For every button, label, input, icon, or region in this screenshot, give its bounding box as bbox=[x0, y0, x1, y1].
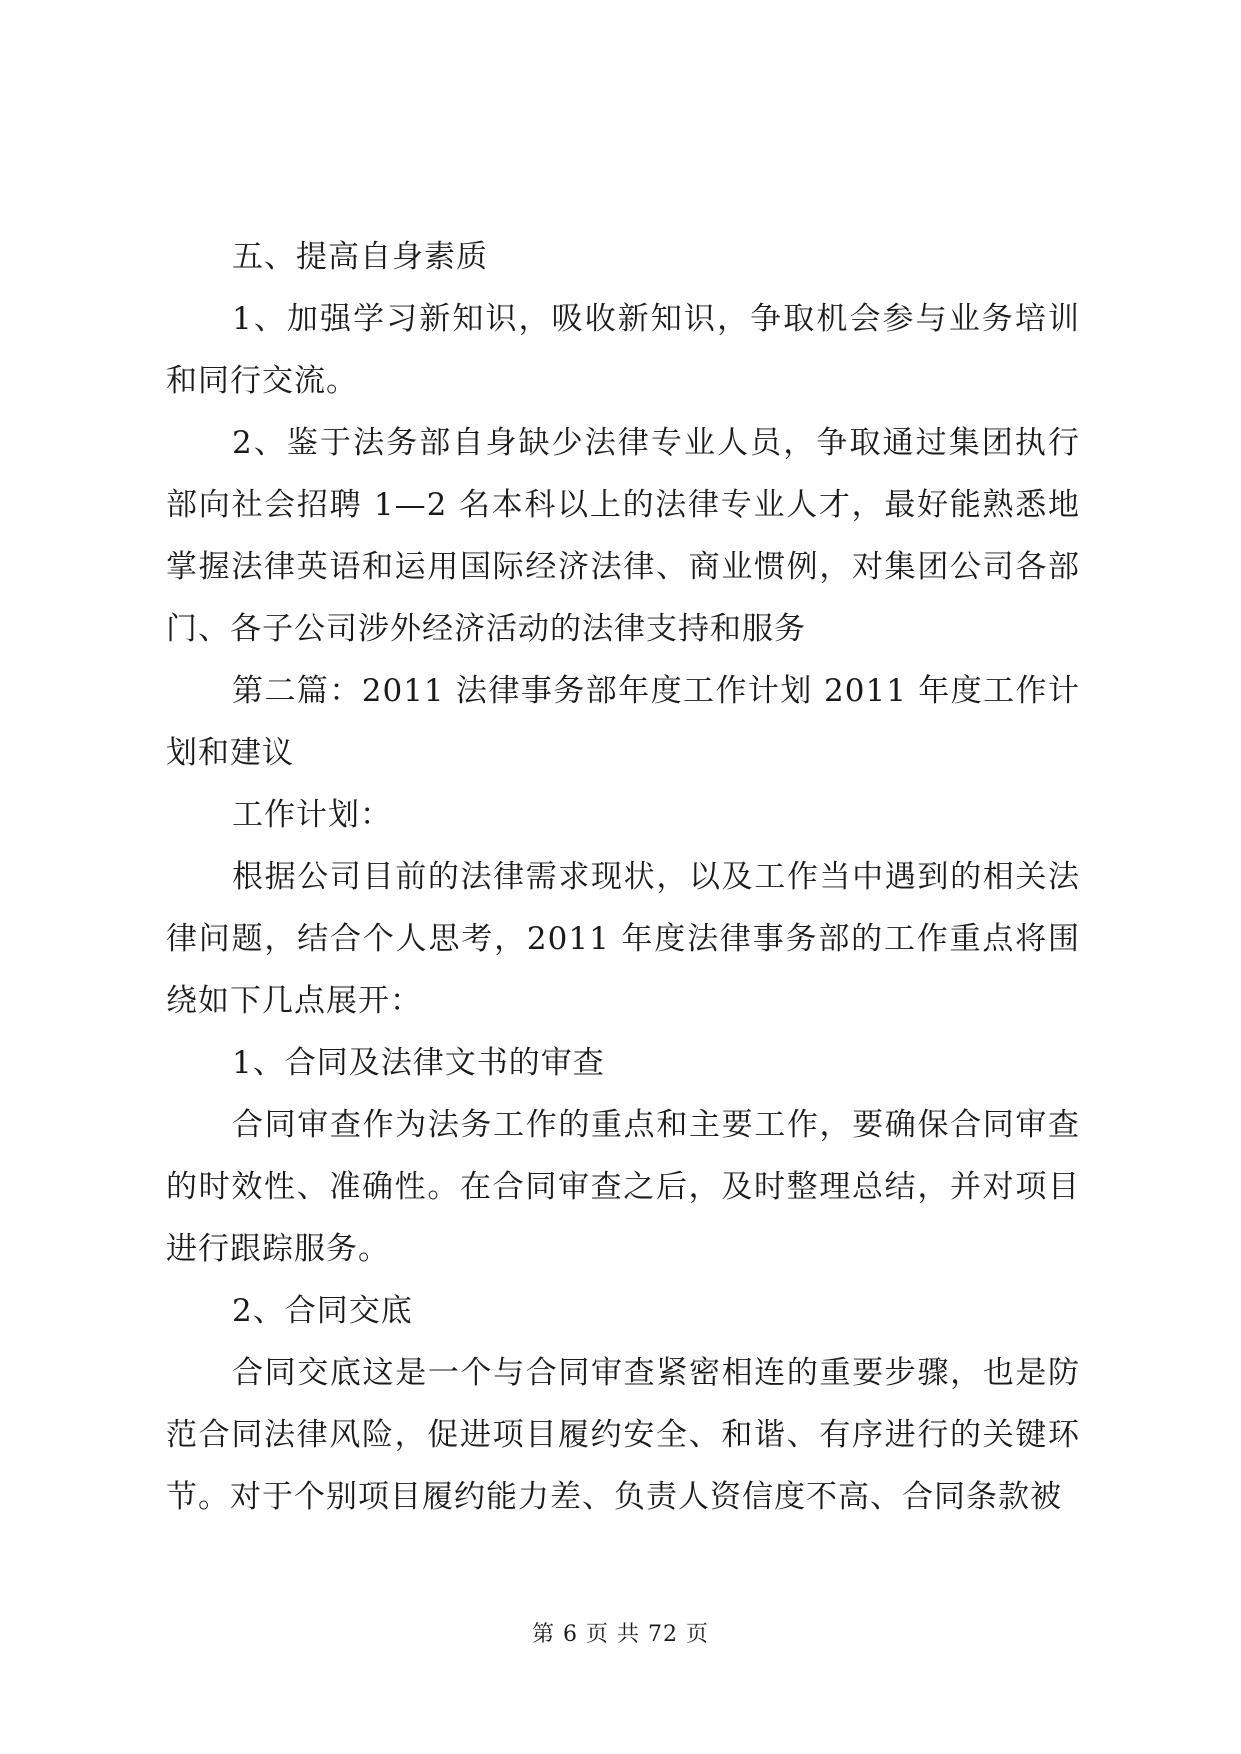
paragraph: 1、加强学习新知识，吸收新知识，争取机会参与业务培训和同行交流。 bbox=[166, 301, 1080, 399]
chapter-heading: 第二篇：2011 法律事务部年度工作计划 2011 年度工作计划和建议 bbox=[166, 673, 1080, 771]
paragraph: 合同审查作为法务工作的重点和主要工作，要确保合同审查的时效性、准确性。在合同审查之后，及时整理总结，并对项目进行跟踪服务。 bbox=[166, 1107, 1080, 1267]
paragraph: 合同交底这是一个与合同审查紧密相连的重要步骤，也是防范合同法律风险，促进项目履约安全、和谐、有序进行的关键环节。对于个别项目履约能力差、负责人资信度不高、合同条款被 bbox=[166, 1355, 1080, 1515]
page-number-footer: 第 6 页 共 72 页 bbox=[532, 1622, 709, 1647]
paragraph: 2、鉴于法务部自身缺少法律专业人员，争取通过集团执行部向社会招聘 1—2 名本科以上的法律专业人才，最好能熟悉地掌握法律英语和运用国际经济法律、商业惯例，对集团公司各部门、各子公司涉外经济活动的法律支持和服务 bbox=[166, 425, 1080, 647]
document-body bbox=[166, 226, 1080, 1528]
section-heading: 工作计划： bbox=[232, 797, 392, 833]
section-heading: 五、提高自身素质 bbox=[232, 239, 488, 275]
section-heading: 1、合同及法律文书的审查 bbox=[232, 1045, 605, 1081]
section-heading: 2、合同交底 bbox=[232, 1293, 413, 1329]
paragraph: 根据公司目前的法律需求现状，以及工作当中遇到的相关法律问题，结合个人思考，2011 年度法律事务部的工作重点将围绕如下几点展开： bbox=[166, 859, 1080, 1019]
